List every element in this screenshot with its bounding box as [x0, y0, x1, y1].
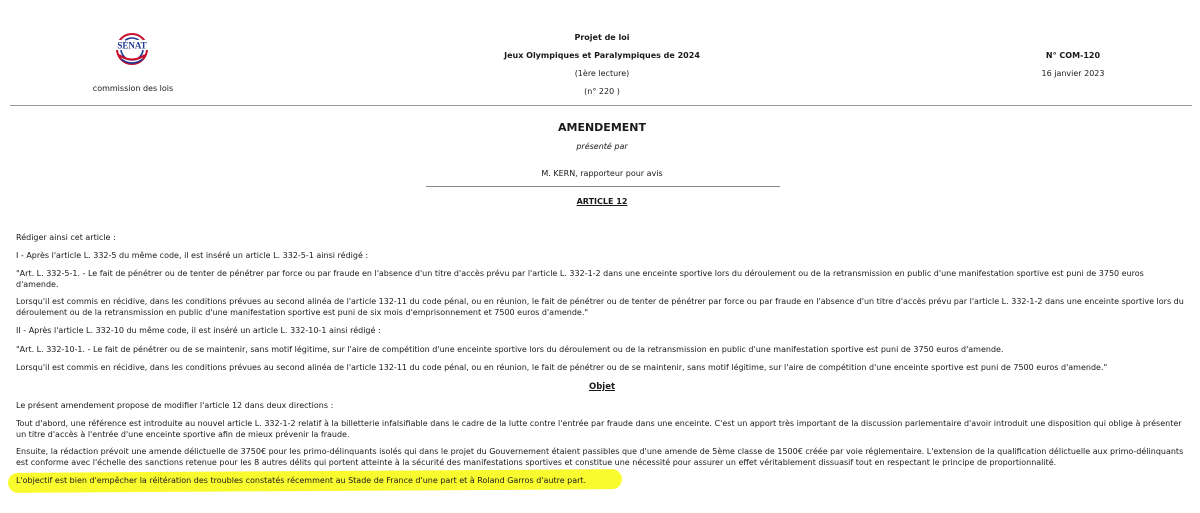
body-paragraph: Lorsqu'il est commis en récidive, dans les conditions prévues au second alinéa de l'article 132-11 du code pénal, ou en réunion, le fait de pénétrer ou de tenter de pénétrer par force ou par fraude en l'absence d'un titre d'accès prévu par l'article L. 332-1-2 dans une enceinte sportive lors du déroulement ou de la retransmission en public d'une manifestation sportive est puni de six mois d'emprisonnement et 7500 euros d'amende."	[16, 297, 1184, 317]
body-paragraph: I - Après l'article L. 332-5 du même code, il est inséré un article L. 332-5-1 ainsi rédigé :	[16, 251, 369, 260]
header-divider	[10, 105, 1192, 106]
objet-paragraph: Ensuite, la rédaction prévoit une amende délictuelle de 3750€ pour les primo-délinquants isolés qui dans le projet du Gouvernement étaient passibles que d'une amende de 5ème classe de 1500€ créée par voie réglementaire. L'extension de la qualification délictuelle aux primo-délinquants est conforme avec l'échelle des sanctions retenue pour les 8 autres délits qui portent atteinte à la sécurité des manifestations sportives et constitue une nécessité pour assurer un effet véritablement dissuasif tout en respectant le principe de proportionnalité.	[16, 447, 1184, 467]
doc-type: Projet de loi	[574, 33, 630, 42]
body-paragraph: Lorsqu'il est commis en récidive, dans les conditions prévues au second alinéa de l'article 132-11 du code pénal, ou en réunion, le fait de pénétrer ou de se maintenir, sans motif légitime, sur l'aire de compétition d'une enceinte sportive est puni de 7500 euros d'amende."	[16, 363, 1108, 372]
bill-header	[420, 29, 784, 101]
objet-paragraph: Le présent amendement propose de modifier l'article 12 dans deux directions :	[16, 401, 334, 410]
senat-logo	[111, 28, 153, 72]
article-heading: ARTICLE 12	[576, 197, 628, 206]
body-paragraph: Rédiger ainsi cet article :	[16, 233, 116, 242]
amendment-heading: AMENDEMENT	[558, 121, 646, 134]
body-paragraph: "Art. L. 332-5-1. - Le fait de pénétrer ou de tenter de pénétrer par force ou par fraude en l'absence d'un titre d'accès prévu par l'article L. 332-1-2 dans une enceinte sportive lors du déroulement ou de la retransmission en public d'une manifestation sportive est puni de 3750 euros d'amende.	[16, 269, 1144, 289]
body-paragraph: II - Après l'article L. 332-10 du même code, il est inséré un article L. 332-10-1 ainsi rédigé :	[16, 326, 381, 335]
body-paragraph: "Art. L. 332-10-1. - Le fait de pénétrer ou de se maintenir, sans motif légitime, sur l'aire de compétition d'une enceinte sportive lors du déroulement ou de la retransmission en public d'une manifestation sportive est puni de 3750 euros d'amende.	[16, 345, 1004, 354]
presented-by: présenté par	[576, 142, 628, 151]
author-line: M. KERN, rapporteur pour avis	[541, 169, 663, 178]
objet-heading: Objet	[588, 382, 616, 392]
amendment-date: 16 janvier 2023	[1041, 69, 1105, 78]
amendment-info	[1010, 47, 1136, 83]
title-divider	[426, 186, 780, 187]
commission-label: commission des lois	[92, 84, 174, 93]
objet-paragraph: Tout d'abord, une référence est introduite au nouvel article L. 332-1-2 relatif à la billetterie infalsifiable dans le cadre de la lutte contre l'entrée par fraude dans une enceinte. C'est un apport très important de la discussion parlementaire d'avoir introduit une disposition qui oblige à présenter un titre d'accès à l'entrée d'une enceinte sportive afin de mieux prévenir la fraude.	[16, 419, 1182, 439]
reading-label: (1ère lecture)	[574, 69, 630, 78]
bill-title: Jeux Olympiques et Paralympiques de 2024	[504, 51, 700, 60]
bill-number: (n° 220 )	[584, 87, 620, 96]
amendment-number: N° COM-120	[1045, 51, 1101, 60]
objet-paragraph-highlighted: L'objectif est bien d'empêcher la réitération des troubles constatés récemment au Stade de France d'une part et à Roland Garros d'autre part.	[16, 476, 587, 485]
logo-text: SÉNAT	[117, 40, 147, 51]
